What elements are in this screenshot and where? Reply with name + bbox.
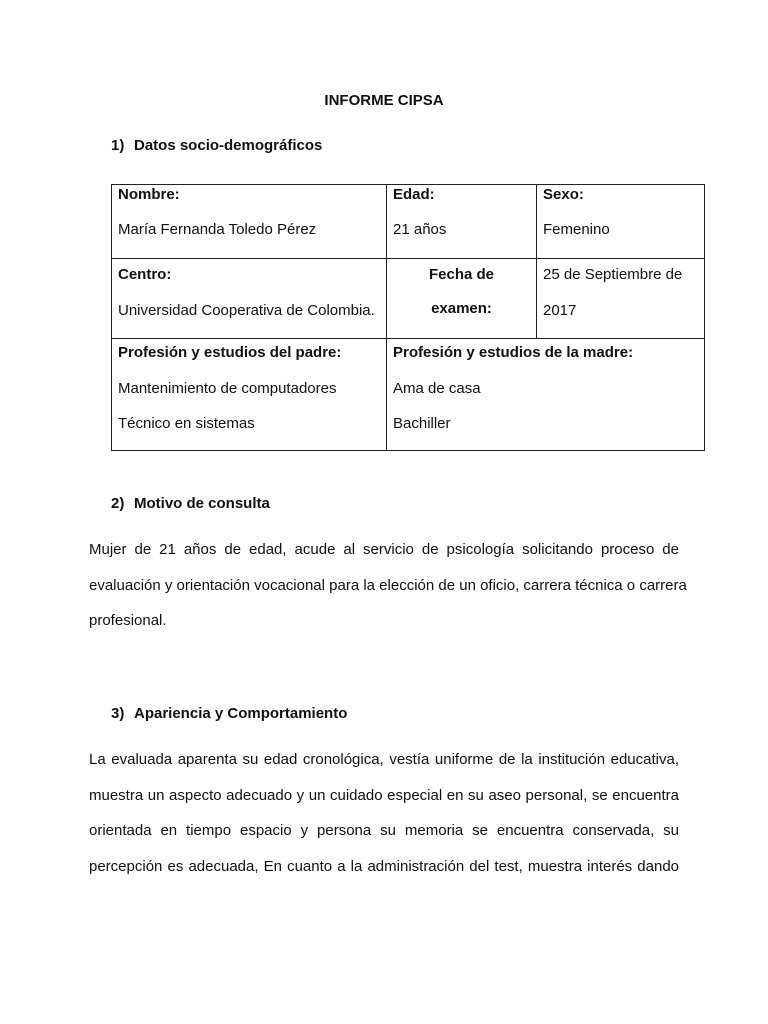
madre-value-line2: Bachiller xyxy=(393,415,451,432)
nombre-value: María Fernanda Toledo Pérez xyxy=(118,220,317,238)
section-number: 1) xyxy=(111,137,125,154)
table-row xyxy=(112,259,705,339)
section-heading-apariencia xyxy=(111,705,347,722)
section-title: Datos socio-demográficos xyxy=(134,137,323,154)
padre-value-line2: Técnico en sistemas xyxy=(118,415,255,432)
table-cell-nombre xyxy=(112,185,387,259)
centro-value: Universidad Cooperativa de Colombia. xyxy=(118,301,375,319)
fecha-value-line1: 25 de Septiembre de xyxy=(543,266,683,283)
table-row xyxy=(112,185,705,259)
paragraph-line: orientada en tiempo espacio y persona su memoria se encuentra conservada, su xyxy=(89,822,679,839)
paragraph-line: La evaluada aparenta su edad cronológica, vestía uniforme de la institución educativa, xyxy=(89,751,679,768)
section-heading-motivo xyxy=(111,495,270,512)
madre-value-line1: Ama de casa xyxy=(393,379,481,397)
table-cell-centro xyxy=(112,259,387,339)
paragraph-line: muestra un aspecto adecuado y un cuidado especial en su aseo personal, se encuentra xyxy=(89,786,679,804)
fecha-label-line2: examen: xyxy=(431,299,492,317)
madre-label: Profesión y estudios de la madre: xyxy=(393,344,634,361)
section-number: 2) xyxy=(111,495,125,512)
paragraph-line: Mujer de 21 años de edad, acude al servicio de psicología solicitando proceso de xyxy=(89,541,679,558)
fecha-value-line2: 2017 xyxy=(543,301,577,319)
edad-value: 21 años xyxy=(393,220,447,238)
table-row xyxy=(112,339,705,451)
section-number: 3) xyxy=(111,705,125,722)
motivo-paragraph xyxy=(89,532,687,639)
table-cell-fecha-label xyxy=(387,259,537,339)
padre-value-line1: Mantenimiento de computadores xyxy=(118,379,337,397)
paragraph-line: profesional. xyxy=(89,612,167,629)
centro-label: Centro: xyxy=(118,266,172,283)
sexo-label: Sexo: xyxy=(543,186,584,203)
padre-label: Profesión y estudios del padre: xyxy=(118,344,342,361)
table-cell-edad xyxy=(387,185,537,259)
apariencia-paragraph xyxy=(89,742,679,884)
edad-label: Edad: xyxy=(393,186,435,203)
document-title: INFORME CIPSA xyxy=(324,92,444,109)
fecha-label-line1: Fecha de xyxy=(428,266,495,283)
section-title: Apariencia y Comportamiento xyxy=(134,705,348,722)
sexo-value: Femenino xyxy=(543,220,610,238)
paragraph-line: percepción es adecuada, En cuanto a la administración del test, muestra interés dando xyxy=(89,857,679,875)
table-cell-madre xyxy=(387,339,705,451)
section-title: Motivo de consulta xyxy=(134,495,270,512)
nombre-label: Nombre: xyxy=(118,186,180,203)
table-cell-sexo xyxy=(537,185,705,259)
demographics-table xyxy=(111,184,705,451)
table-cell-fecha-value xyxy=(537,259,705,339)
section-heading-datos xyxy=(111,137,322,154)
paragraph-line: evaluación y orientación vocacional para la elección de un oficio, carrera técnica o carrera xyxy=(89,576,687,594)
table-cell-padre xyxy=(112,339,387,451)
